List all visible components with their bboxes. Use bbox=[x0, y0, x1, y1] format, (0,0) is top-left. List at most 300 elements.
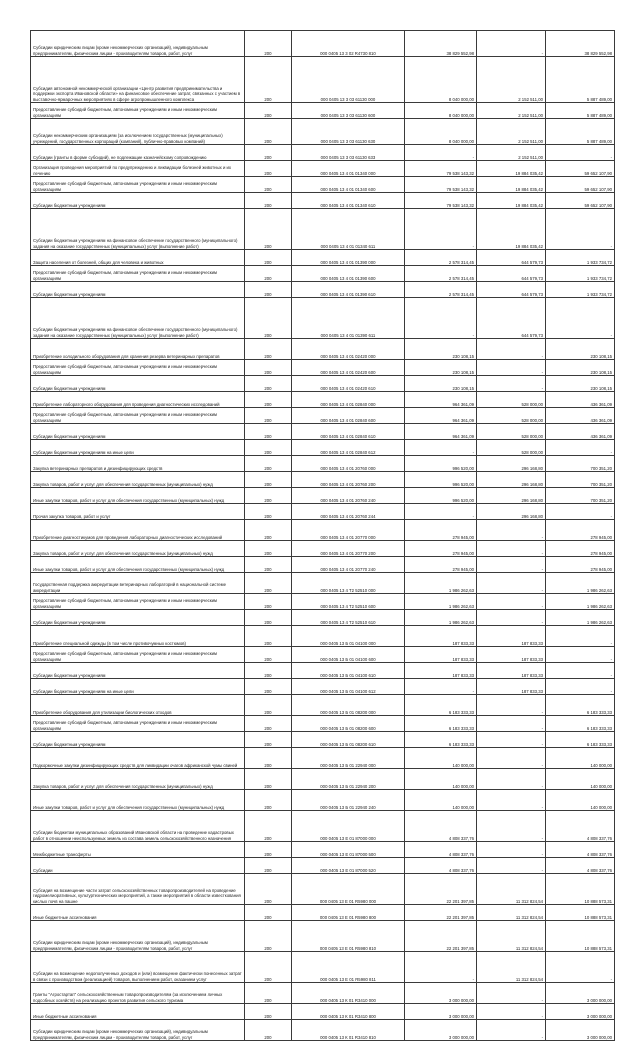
row-approved-amount: 3 000 000,00 bbox=[405, 1004, 477, 1020]
row-executed-amount: - bbox=[477, 842, 546, 858]
row-executed-amount: 296 168,80 bbox=[477, 456, 546, 472]
row-executed-amount: - bbox=[477, 769, 546, 790]
row-executed-amount: 11 312 824,54 bbox=[477, 921, 546, 952]
row-budget-code: 000 0405 13 Б 01 08200 000 bbox=[292, 695, 405, 716]
row-unexecuted-amount: 700 351,20 bbox=[546, 472, 615, 488]
row-name: Субсидии бюджетным учреждениям bbox=[31, 376, 245, 392]
row-line-code: 200 bbox=[245, 504, 292, 520]
row-budget-code: 000 0405 13 Б 01 04100 000 bbox=[292, 626, 405, 647]
row-approved-amount: 996 520,00 bbox=[405, 456, 477, 472]
table-row bbox=[31, 424, 615, 440]
row-approved-amount: 6 183 333,33 bbox=[405, 695, 477, 716]
row-line-code: 200 bbox=[245, 874, 292, 905]
row-executed-amount: 19 884 035,42 bbox=[477, 161, 546, 177]
row-unexecuted-amount: 59 652 107,90 bbox=[546, 161, 615, 177]
row-line-code: 200 bbox=[245, 209, 292, 250]
row-approved-amount: 2 578 314,45 bbox=[405, 250, 477, 266]
row-approved-amount: - bbox=[405, 679, 477, 695]
row-unexecuted-amount: 3 000 000,00 bbox=[546, 983, 615, 1004]
row-budget-code: 000 0405 13 К 01 R3410 000 bbox=[292, 983, 405, 1004]
row-name: Субсидии бюджетным учреждениям bbox=[31, 663, 245, 679]
row-name: Предоставление субсидий бюджетным, автономным учреждениям и иным некоммерческим организациям bbox=[31, 594, 245, 610]
row-line-code: 200 bbox=[245, 1004, 292, 1020]
row-name: Субсидии некоммерческим организациям (за исключением государственных (муниципальных) учреждений, государственных корпораций (компаний), публично-правовых компаний) bbox=[31, 119, 245, 145]
row-approved-amount: 38 829 552,98 bbox=[405, 31, 477, 57]
row-name: Предоставление субсидий бюджетным, автономным учреждениям и иным некоммерческим организациям bbox=[31, 360, 245, 376]
row-unexecuted-amount: 230 108,15 bbox=[546, 360, 615, 376]
row-unexecuted-amount: - bbox=[546, 209, 615, 250]
row-unexecuted-amount: 3 000 000,00 bbox=[546, 1004, 615, 1020]
row-name: Субсидии бюджетным учреждениям на финансовое обеспечение государственного (муниципального) задания на оказание государственных (муниципальных) услуг (выполнение работ) bbox=[31, 298, 245, 339]
row-unexecuted-amount: 230 108,15 bbox=[546, 376, 615, 392]
row-budget-code: 000 0405 13 Е 01 87000 520 bbox=[292, 858, 405, 874]
row-name: Государственная поддержка аккредитации ветеринарных лабораторий в национальной системе аккредитации bbox=[31, 573, 245, 594]
row-approved-amount: 1 986 262,63 bbox=[405, 610, 477, 626]
table-row bbox=[31, 1020, 615, 1041]
row-approved-amount: 140 000,00 bbox=[405, 748, 477, 769]
row-name: Приобретение оборудования для утилизации биологических отходов bbox=[31, 695, 245, 716]
row-budget-code: 000 0405 13 4 01 01390 610 bbox=[292, 282, 405, 298]
table-row bbox=[31, 193, 615, 209]
row-name: Субсидии бюджетным учреждениям на иные цели bbox=[31, 679, 245, 695]
row-executed-amount: - bbox=[477, 520, 546, 541]
row-executed-amount: 2 152 511,00 bbox=[477, 57, 546, 103]
row-budget-code: 000 0405 13 Е 01 87000 000 bbox=[292, 811, 405, 842]
row-name: Субсидии бюджетным учреждениям bbox=[31, 193, 245, 209]
table-row bbox=[31, 952, 615, 983]
row-executed-amount: 187 833,33 bbox=[477, 626, 546, 647]
table-row bbox=[31, 748, 615, 769]
table-row bbox=[31, 769, 615, 790]
row-line-code: 200 bbox=[245, 983, 292, 1004]
row-executed-amount: - bbox=[477, 557, 546, 573]
row-executed-amount: - bbox=[477, 732, 546, 748]
row-executed-amount: 19 884 035,42 bbox=[477, 193, 546, 209]
row-approved-amount: 278 945,00 bbox=[405, 557, 477, 573]
row-executed-amount: 528 000,00 bbox=[477, 424, 546, 440]
row-line-code: 200 bbox=[245, 842, 292, 858]
row-name: Закупка товаров, работ и услуг для обеспечения государственных (муниципальных) нужд bbox=[31, 769, 245, 790]
table-row bbox=[31, 339, 615, 360]
row-name: Предоставление субсидий бюджетным, автономным учреждениям и иным некоммерческим организациям bbox=[31, 408, 245, 424]
row-name: Предоставление субсидий бюджетным, автономным учреждениям и иным некоммерческим организациям bbox=[31, 716, 245, 732]
row-name: Предоставление субсидий бюджетным, автономным учреждениям и иным некоммерческим организациям bbox=[31, 177, 245, 193]
row-executed-amount: 187 833,33 bbox=[477, 663, 546, 679]
row-line-code: 200 bbox=[245, 573, 292, 594]
row-executed-amount: - bbox=[477, 748, 546, 769]
row-unexecuted-amount: 1 986 262,63 bbox=[546, 594, 615, 610]
row-name: Субсидии юридическим лицам (кроме некоммерческих организаций), индивидуальным предпринимателям, физическим лицам - производителям товаров, работ, услуг bbox=[31, 921, 245, 952]
row-line-code: 200 bbox=[245, 769, 292, 790]
row-budget-code: 000 0405 13 Е 01 R5980 811 bbox=[292, 952, 405, 983]
table-row bbox=[31, 594, 615, 610]
table-row bbox=[31, 161, 615, 177]
row-line-code: 200 bbox=[245, 626, 292, 647]
row-budget-code: 000 0405 13 Е 01 87000 500 bbox=[292, 842, 405, 858]
row-line-code: 200 bbox=[245, 905, 292, 921]
row-approved-amount: 140 000,00 bbox=[405, 790, 477, 811]
row-name: Закупка ветеринарных препаратов и дезинфицирующих средств bbox=[31, 456, 245, 472]
row-executed-amount: 528 000,00 bbox=[477, 392, 546, 408]
row-executed-amount: - bbox=[477, 573, 546, 594]
row-name: Иные закупки товаров, работ и услуг для обеспечения государственных (муниципальных) нужд bbox=[31, 557, 245, 573]
row-budget-code: 000 0405 13 Б 01 08200 610 bbox=[292, 732, 405, 748]
row-unexecuted-amount: 4 808 337,76 bbox=[546, 858, 615, 874]
row-executed-amount: 11 312 824,54 bbox=[477, 952, 546, 983]
row-budget-code: 000 0405 13 Б 01 22940 200 bbox=[292, 769, 405, 790]
row-budget-code: 000 0405 13 4 01 01340 610 bbox=[292, 193, 405, 209]
row-approved-amount: - bbox=[405, 952, 477, 983]
row-line-code: 200 bbox=[245, 695, 292, 716]
row-name: Субсидии бюджетным учреждениям bbox=[31, 282, 245, 298]
row-approved-amount: 964 361,09 bbox=[405, 424, 477, 440]
row-unexecuted-amount: 230 108,15 bbox=[546, 339, 615, 360]
row-approved-amount: 964 361,09 bbox=[405, 392, 477, 408]
row-name: Субсидии бюджетным учреждениям bbox=[31, 424, 245, 440]
row-approved-amount: 996 520,00 bbox=[405, 472, 477, 488]
row-name: Субсидии бюджетным учреждениям bbox=[31, 732, 245, 748]
row-budget-code: 000 0405 13 4 01 20770 200 bbox=[292, 541, 405, 557]
table-row bbox=[31, 790, 615, 811]
row-unexecuted-amount: 6 183 333,33 bbox=[546, 695, 615, 716]
row-unexecuted-amount: 436 361,09 bbox=[546, 424, 615, 440]
row-unexecuted-amount: 4 808 337,76 bbox=[546, 811, 615, 842]
row-line-code: 200 bbox=[245, 266, 292, 282]
row-approved-amount: 230 108,15 bbox=[405, 376, 477, 392]
row-budget-code: 000 0405 13 3 03 61130 630 bbox=[292, 119, 405, 145]
row-executed-amount: - bbox=[477, 1020, 546, 1041]
row-name: Субсидии бюджетам муниципальных образований Ивановской области на проведение кадастровых работ в отношении неиспользуемых земель из состава земель сельскохозяйственного назначения bbox=[31, 811, 245, 842]
row-approved-amount: 230 108,15 bbox=[405, 360, 477, 376]
row-name: Организация проведения мероприятий по предупреждению и ликвидации болезней животных и их лечению bbox=[31, 161, 245, 177]
row-executed-amount: - bbox=[477, 811, 546, 842]
row-unexecuted-amount: 278 945,00 bbox=[546, 557, 615, 573]
row-line-code: 200 bbox=[245, 57, 292, 103]
row-budget-code: 000 0405 13 4 01 20760 000 bbox=[292, 456, 405, 472]
row-approved-amount: 187 833,33 bbox=[405, 663, 477, 679]
table-row bbox=[31, 456, 615, 472]
row-unexecuted-amount: 10 888 573,31 bbox=[546, 874, 615, 905]
row-line-code: 200 bbox=[245, 440, 292, 456]
row-approved-amount: 2 578 314,45 bbox=[405, 282, 477, 298]
table-row bbox=[31, 695, 615, 716]
row-executed-amount: 644 579,73 bbox=[477, 298, 546, 339]
row-line-code: 200 bbox=[245, 679, 292, 695]
row-line-code: 200 bbox=[245, 119, 292, 145]
row-budget-code: 000 0405 13 4 01 01390 000 bbox=[292, 250, 405, 266]
row-unexecuted-amount: 140 000,00 bbox=[546, 790, 615, 811]
row-line-code: 200 bbox=[245, 663, 292, 679]
table-row bbox=[31, 266, 615, 282]
row-budget-code: 000 0405 13 4 01 01340 000 bbox=[292, 161, 405, 177]
row-approved-amount: 22 201 397,85 bbox=[405, 905, 477, 921]
row-approved-amount: 4 808 337,76 bbox=[405, 811, 477, 842]
row-line-code: 200 bbox=[245, 610, 292, 626]
row-unexecuted-amount: 6 183 333,33 bbox=[546, 716, 615, 732]
table-row bbox=[31, 209, 615, 250]
row-name: Субсидии (гранты в форме субсидий), не подлежащие казначейскому сопровождению bbox=[31, 145, 245, 161]
row-line-code: 200 bbox=[245, 193, 292, 209]
row-name: Закупка товаров, работ и услуг для обеспечения государственных (муниципальных) нужд bbox=[31, 472, 245, 488]
row-line-code: 200 bbox=[245, 31, 292, 57]
row-executed-amount: 644 579,73 bbox=[477, 266, 546, 282]
row-unexecuted-amount: 700 351,20 bbox=[546, 488, 615, 504]
row-line-code: 200 bbox=[245, 952, 292, 983]
row-approved-amount: 278 945,00 bbox=[405, 541, 477, 557]
row-unexecuted-amount: - bbox=[546, 440, 615, 456]
row-executed-amount: 644 579,73 bbox=[477, 250, 546, 266]
row-executed-amount: 528 000,00 bbox=[477, 440, 546, 456]
row-unexecuted-amount: 38 829 552,98 bbox=[546, 31, 615, 57]
row-approved-amount: 79 538 143,32 bbox=[405, 161, 477, 177]
row-line-code: 200 bbox=[245, 488, 292, 504]
row-line-code: 200 bbox=[245, 456, 292, 472]
row-unexecuted-amount: 278 945,00 bbox=[546, 541, 615, 557]
row-approved-amount: 187 833,33 bbox=[405, 647, 477, 663]
row-name: Предоставление субсидий бюджетным, автономным учреждениям и иным некоммерческим организациям bbox=[31, 266, 245, 282]
row-unexecuted-amount: 140 000,00 bbox=[546, 769, 615, 790]
row-name: Иные бюджетные ассигнования bbox=[31, 1004, 245, 1020]
row-executed-amount: - bbox=[477, 695, 546, 716]
row-approved-amount: 187 833,33 bbox=[405, 626, 477, 647]
row-budget-code: 000 0405 13 4 T2 52510 610 bbox=[292, 610, 405, 626]
row-budget-code: 000 0405 13 4 01 01390 611 bbox=[292, 298, 405, 339]
row-approved-amount: - bbox=[405, 298, 477, 339]
row-name: Иные закупки товаров, работ и услуг для обеспечения государственных (муниципальных) нужд bbox=[31, 790, 245, 811]
row-approved-amount: 79 538 143,32 bbox=[405, 177, 477, 193]
row-unexecuted-amount: 3 000 000,00 bbox=[546, 1020, 615, 1041]
row-line-code: 200 bbox=[245, 594, 292, 610]
row-approved-amount: 996 520,00 bbox=[405, 488, 477, 504]
table-row bbox=[31, 250, 615, 266]
row-name: Субсидии бюджетным учреждениям на финансовое обеспечение государственного (муниципального) задания на оказание государственных (муниципальных) услуг (выполнение работ) bbox=[31, 209, 245, 250]
row-executed-amount: - bbox=[477, 541, 546, 557]
row-approved-amount: 140 000,00 bbox=[405, 769, 477, 790]
table-row bbox=[31, 408, 615, 424]
row-line-code: 200 bbox=[245, 360, 292, 376]
row-line-code: 200 bbox=[245, 103, 292, 119]
row-unexecuted-amount: 10 888 573,31 bbox=[546, 921, 615, 952]
row-unexecuted-amount: 5 887 489,00 bbox=[546, 119, 615, 145]
table-row bbox=[31, 573, 615, 594]
row-unexecuted-amount: 140 000,00 bbox=[546, 748, 615, 769]
table-row bbox=[31, 488, 615, 504]
row-budget-code: 000 0405 13 4 01 02840 612 bbox=[292, 440, 405, 456]
row-executed-amount: 296 168,80 bbox=[477, 488, 546, 504]
row-approved-amount: 230 108,15 bbox=[405, 339, 477, 360]
row-unexecuted-amount: 436 361,09 bbox=[546, 392, 615, 408]
row-name: Приобретение специальной одежды (в том числе противочумных костюмов) bbox=[31, 626, 245, 647]
row-unexecuted-amount: 4 808 337,76 bbox=[546, 842, 615, 858]
row-budget-code: 000 0405 13 4 01 01340 611 bbox=[292, 209, 405, 250]
row-line-code: 200 bbox=[245, 748, 292, 769]
table-row bbox=[31, 145, 615, 161]
table-row bbox=[31, 504, 615, 520]
row-executed-amount: - bbox=[477, 983, 546, 1004]
row-line-code: 200 bbox=[245, 790, 292, 811]
row-unexecuted-amount: - bbox=[546, 145, 615, 161]
row-budget-code: 000 0405 13 Б 01 22940 000 bbox=[292, 748, 405, 769]
row-line-code: 200 bbox=[245, 161, 292, 177]
row-budget-code: 000 0405 13 Е 01 R5980 800 bbox=[292, 905, 405, 921]
table-row bbox=[31, 983, 615, 1004]
row-unexecuted-amount: - bbox=[546, 663, 615, 679]
row-line-code: 200 bbox=[245, 811, 292, 842]
row-approved-amount: 6 183 333,33 bbox=[405, 716, 477, 732]
row-line-code: 200 bbox=[245, 408, 292, 424]
row-executed-amount: 2 152 511,00 bbox=[477, 103, 546, 119]
row-unexecuted-amount: 6 183 333,33 bbox=[546, 732, 615, 748]
row-unexecuted-amount: 5 887 489,00 bbox=[546, 57, 615, 103]
row-approved-amount: - bbox=[405, 145, 477, 161]
table-row bbox=[31, 57, 615, 103]
row-approved-amount: 4 808 337,76 bbox=[405, 842, 477, 858]
row-unexecuted-amount: - bbox=[546, 298, 615, 339]
row-line-code: 200 bbox=[245, 282, 292, 298]
row-executed-amount: - bbox=[477, 376, 546, 392]
row-approved-amount: 22 201 397,85 bbox=[405, 921, 477, 952]
row-approved-amount: - bbox=[405, 440, 477, 456]
row-executed-amount: 11 312 824,54 bbox=[477, 905, 546, 921]
row-name: Приобретение лабораторного оборудования для проведения диагностических исследований bbox=[31, 392, 245, 408]
row-budget-code: 000 0405 13 4 01 01390 600 bbox=[292, 266, 405, 282]
row-executed-amount: 296 168,80 bbox=[477, 472, 546, 488]
row-budget-code: 000 0405 13 4 01 02840 600 bbox=[292, 408, 405, 424]
row-approved-amount: 8 040 000,00 bbox=[405, 57, 477, 103]
row-line-code: 200 bbox=[245, 392, 292, 408]
row-name: Иные закупки товаров, работ и услуг для обеспечения государственных (муниципальных) нужд bbox=[31, 488, 245, 504]
row-unexecuted-amount: - bbox=[546, 504, 615, 520]
row-budget-code: 000 0405 13 4 01 02840 000 bbox=[292, 392, 405, 408]
row-name: Субсидии юридическим лицам (кроме некоммерческих организаций), индивидуальным предпринимателям, физическим лицам - производителям товаров, работ, услуг bbox=[31, 1020, 245, 1041]
row-budget-code: 000 0405 13 4 01 20760 244 bbox=[292, 504, 405, 520]
row-line-code: 200 bbox=[245, 1020, 292, 1041]
table-row bbox=[31, 811, 615, 842]
row-approved-amount: 2 578 314,45 bbox=[405, 266, 477, 282]
row-budget-code: 000 0405 13 4 01 20770 240 bbox=[292, 557, 405, 573]
row-approved-amount: 22 201 397,85 bbox=[405, 874, 477, 905]
row-executed-amount: - bbox=[477, 790, 546, 811]
table-row bbox=[31, 842, 615, 858]
row-approved-amount: 8 040 000,00 bbox=[405, 119, 477, 145]
row-budget-code: 000 0405 13 4 01 02420 000 bbox=[292, 339, 405, 360]
row-budget-code: 000 0405 13 Б 01 22940 240 bbox=[292, 790, 405, 811]
row-budget-code: 000 0405 13 Е 01 R5980 000 bbox=[292, 874, 405, 905]
row-name: Иные бюджетные ассигнования bbox=[31, 905, 245, 921]
row-line-code: 200 bbox=[245, 858, 292, 874]
row-line-code: 200 bbox=[245, 177, 292, 193]
table-row bbox=[31, 732, 615, 748]
table-row bbox=[31, 440, 615, 456]
row-name: Субсидии юридическим лицам (кроме некоммерческих организаций), индивидуальным предпринимателям, физическим лицам - производителям товаров, работ, услуг bbox=[31, 31, 245, 57]
row-executed-amount: - bbox=[477, 1004, 546, 1020]
row-name: Подкормочные закупки дезинфицирующих средств для ликвидации очагов африканской чумы свиней bbox=[31, 748, 245, 769]
row-name: Приобретение диагностикумов для проведения лабораторных диагностических исследований bbox=[31, 520, 245, 541]
row-budget-code: 000 0405 13 К 01 R3410 810 bbox=[292, 1020, 405, 1041]
table-row bbox=[31, 31, 615, 57]
row-budget-code: 000 0405 13 К 01 R3410 800 bbox=[292, 1004, 405, 1020]
row-budget-code: 000 0405 13 4 T2 52510 000 bbox=[292, 573, 405, 594]
row-unexecuted-amount: 436 361,09 bbox=[546, 408, 615, 424]
row-executed-amount: 296 168,80 bbox=[477, 504, 546, 520]
row-unexecuted-amount: 1 933 734,72 bbox=[546, 266, 615, 282]
row-name: Приобретение холодильного оборудования для хранения резерва ветеринарных препаратов bbox=[31, 339, 245, 360]
row-budget-code: 000 0405 13 Б 01 04100 610 bbox=[292, 663, 405, 679]
table-row bbox=[31, 921, 615, 952]
row-line-code: 200 bbox=[245, 921, 292, 952]
row-line-code: 200 bbox=[245, 376, 292, 392]
row-unexecuted-amount: 700 351,20 bbox=[546, 456, 615, 472]
table-row bbox=[31, 360, 615, 376]
row-line-code: 200 bbox=[245, 557, 292, 573]
row-approved-amount: 6 183 333,33 bbox=[405, 732, 477, 748]
table-row bbox=[31, 103, 615, 119]
row-line-code: 200 bbox=[245, 250, 292, 266]
table-row bbox=[31, 376, 615, 392]
row-name: Субсидия на возмещение части затрат сельскохозяйственных товаропроизводителей на проведение гидромелиоративных, культуртехнических мероприятий, а также мероприятий в области известкования кислых почв на пашне bbox=[31, 874, 245, 905]
table-row bbox=[31, 472, 615, 488]
row-executed-amount: 187 833,33 bbox=[477, 679, 546, 695]
row-unexecuted-amount: 278 945,00 bbox=[546, 520, 615, 541]
row-executed-amount: - bbox=[477, 594, 546, 610]
row-budget-code: 000 0405 13 Е 01 R5980 810 bbox=[292, 921, 405, 952]
row-line-code: 200 bbox=[245, 472, 292, 488]
table-row bbox=[31, 119, 615, 145]
row-name: Субсидии бюджетным учреждениям на иные цели bbox=[31, 440, 245, 456]
row-executed-amount: - bbox=[477, 610, 546, 626]
row-name: Субсидия автономной некоммерческой организации «Центр развития предпринимательства и поддержки экспорта Ивановской области» на финансовое обеспечение затрат, связанных с участием в выставочно-ярмарочных мероприятиях в сфере агропромышленного комплекса bbox=[31, 57, 245, 103]
row-budget-code: 000 0405 13 4 T2 52510 600 bbox=[292, 594, 405, 610]
row-line-code: 200 bbox=[245, 716, 292, 732]
row-unexecuted-amount: - bbox=[546, 679, 615, 695]
row-budget-code: 000 0405 13 4 01 20770 000 bbox=[292, 520, 405, 541]
row-name: Предоставление субсидий бюджетным, автономным учреждениям и иным некоммерческим организациям bbox=[31, 103, 245, 119]
row-name: Защита населения от болезней, общих для человека и животных bbox=[31, 250, 245, 266]
row-unexecuted-amount: 5 887 489,00 bbox=[546, 103, 615, 119]
row-line-code: 200 bbox=[245, 732, 292, 748]
table-row bbox=[31, 905, 615, 921]
row-approved-amount: 3 000 000,00 bbox=[405, 983, 477, 1004]
row-budget-code: 000 0405 13 3 03 61130 633 bbox=[292, 145, 405, 161]
row-name: Субсидии бюджетным учреждениям bbox=[31, 610, 245, 626]
row-unexecuted-amount: - bbox=[546, 647, 615, 663]
row-executed-amount: - bbox=[477, 339, 546, 360]
row-executed-amount: - bbox=[477, 360, 546, 376]
row-approved-amount: - bbox=[405, 504, 477, 520]
row-line-code: 200 bbox=[245, 145, 292, 161]
row-unexecuted-amount: 1 986 262,63 bbox=[546, 610, 615, 626]
row-budget-code: 000 0405 13 3 03 61130 000 bbox=[292, 57, 405, 103]
row-unexecuted-amount: 1 933 734,72 bbox=[546, 250, 615, 266]
row-budget-code: 000 0405 13 3 03 61130 600 bbox=[292, 103, 405, 119]
row-approved-amount: 8 040 000,00 bbox=[405, 103, 477, 119]
row-executed-amount: - bbox=[477, 31, 546, 57]
table-row bbox=[31, 557, 615, 573]
row-unexecuted-amount: 59 652 107,90 bbox=[546, 193, 615, 209]
row-executed-amount: 528 000,00 bbox=[477, 408, 546, 424]
table-row bbox=[31, 298, 615, 339]
row-name: Закупка товаров, работ и услуг для обеспечения государственных (муниципальных) нужд bbox=[31, 541, 245, 557]
row-budget-code: 000 0405 13 4 01 20760 240 bbox=[292, 488, 405, 504]
row-name: Предоставление субсидий бюджетным, автономным учреждениям и иным некоммерческим организациям bbox=[31, 647, 245, 663]
row-line-code: 200 bbox=[245, 298, 292, 339]
table-row bbox=[31, 663, 615, 679]
row-unexecuted-amount: 1 986 262,63 bbox=[546, 573, 615, 594]
row-executed-amount: - bbox=[477, 716, 546, 732]
row-line-code: 200 bbox=[245, 647, 292, 663]
table-row bbox=[31, 282, 615, 298]
row-line-code: 200 bbox=[245, 424, 292, 440]
